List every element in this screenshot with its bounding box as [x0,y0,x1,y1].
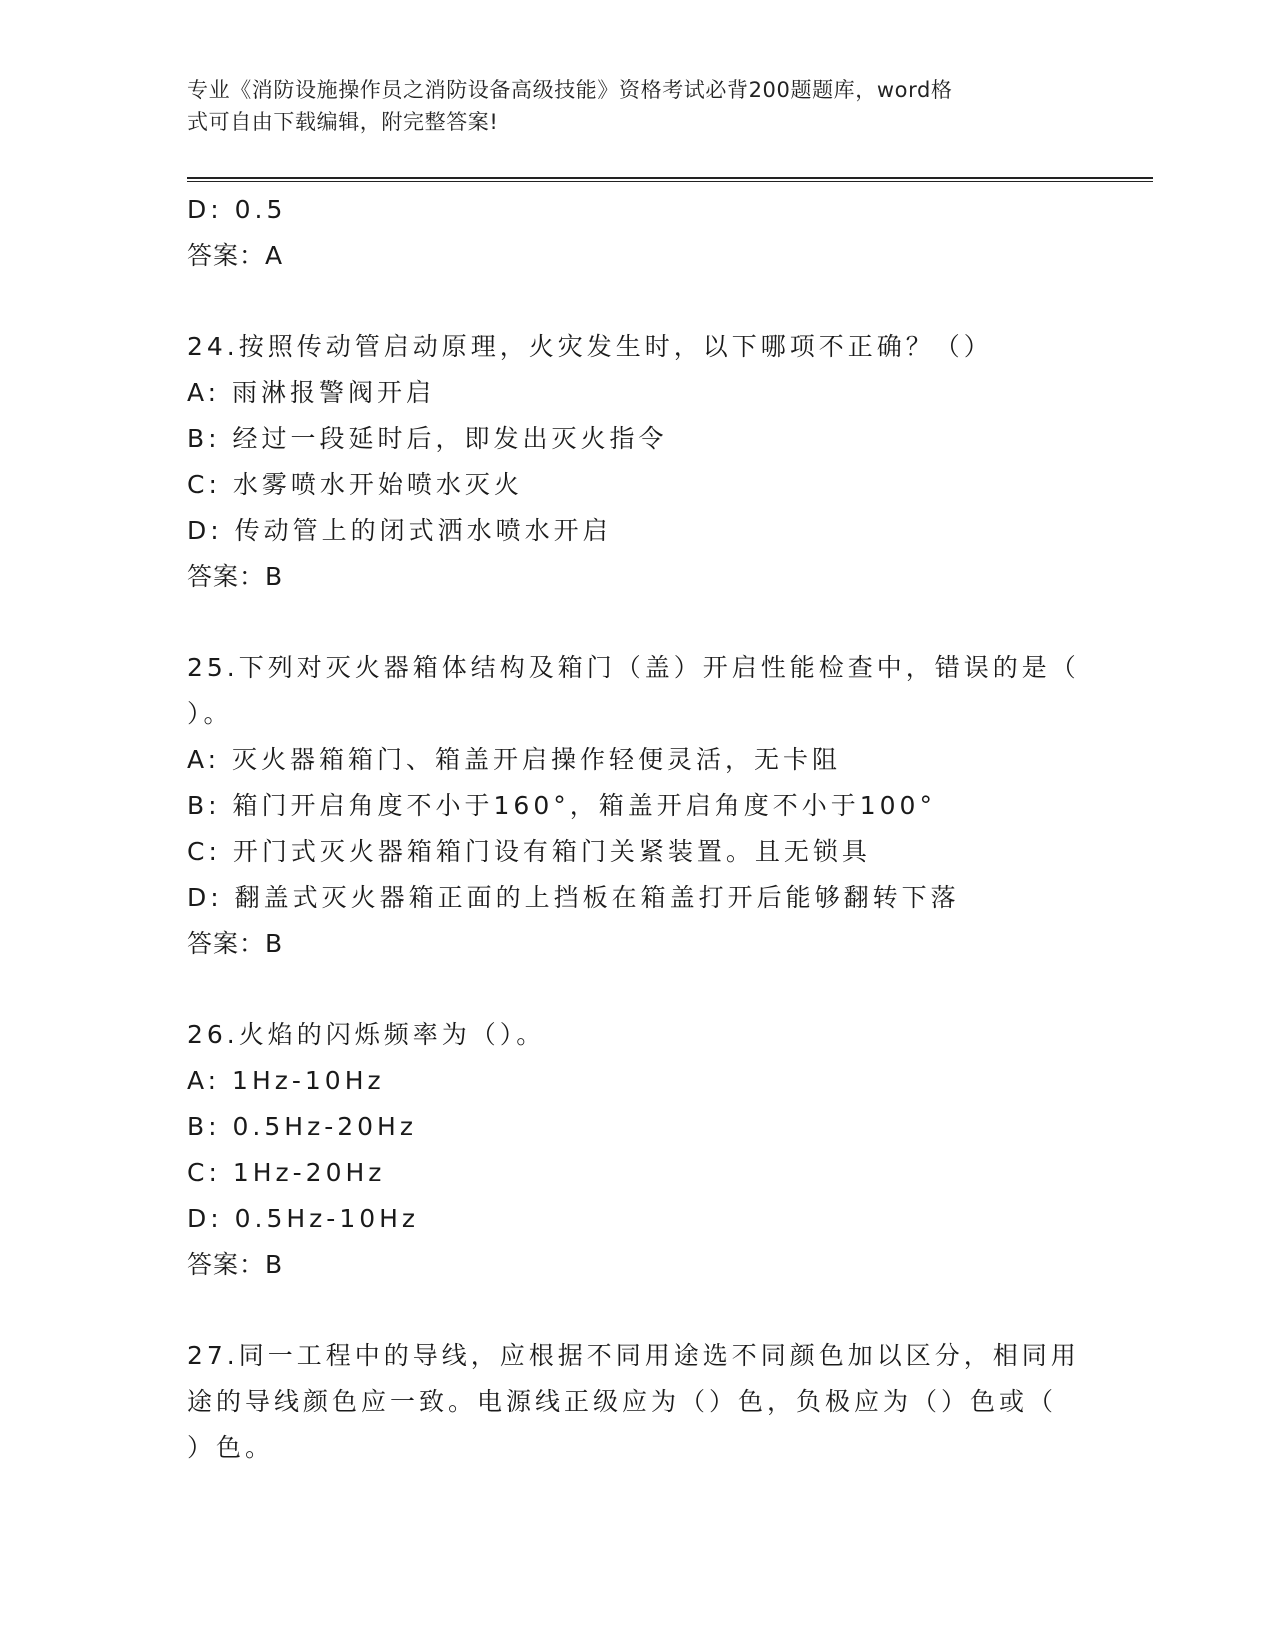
page-header [187,74,1067,138]
header-line-1: 专业《消防设施操作员之消防设备高级技能》资格考试必背200题题库，word格 [187,78,953,102]
option-d: D: 传动管上的闭式洒水喷水开启 [187,516,612,545]
option-d: D: 0.5Hz-10Hz [187,1204,420,1233]
document-body [187,187,1087,1471]
question-stem-cont: ）。 [187,699,233,728]
question-stem: 27.同一工程中的导线，应根据不同用途选不同颜色加以区分，相同用 [187,1341,1080,1370]
question-23-tail [187,187,1087,279]
answer-line: 答案：B [187,929,284,958]
option-b: B: 箱门开启角度不小于160°，箱盖开启角度不小于100° [187,791,936,820]
question-25 [187,645,1087,967]
answer-line: 答案：B [187,562,284,591]
option-b: B: 经过一段延时后，即发出灭火指令 [187,424,668,453]
option-c: C: 1Hz-20Hz [187,1158,386,1187]
answer-line: 答案：B [187,1250,284,1279]
option-a: A: 灭火器箱箱门、箱盖开启操作轻便灵活，无卡阻 [187,745,842,774]
option-a: A: 雨淋报警阀开启 [187,378,436,407]
question-27 [187,1333,1087,1471]
question-stem-cont: ）色。 [187,1433,275,1462]
option-c: C: 水雾喷水开始喷水灭火 [187,470,523,499]
option-d: D: 0.5 [187,195,287,224]
spacer [187,600,1087,645]
answer-line: 答案：A [187,241,284,270]
question-stem: 25.下列对灭火器箱体结构及箱门（盖）开启性能检查中，错误的是（ [187,653,1080,682]
spacer [187,279,1087,324]
question-26 [187,1012,1087,1288]
spacer [187,1288,1087,1333]
option-a: A: 1Hz-10Hz [187,1066,385,1095]
question-stem: 26.火焰的闪烁频率为（）。 [187,1020,546,1049]
option-b: B: 0.5Hz-20Hz [187,1112,417,1141]
option-c: C: 开门式灭火器箱箱门设有箱门关紧装置。且无锁具 [187,837,871,866]
option-d: D: 翻盖式灭火器箱正面的上挡板在箱盖打开后能够翻转下落 [187,883,960,912]
question-stem-cont: 途的导线颜色应一致。电源线正级应为（）色，负极应为（）色或（ [187,1387,1058,1416]
header-rule [187,177,1153,182]
spacer [187,967,1087,1012]
question-stem: 24.按照传动管启动原理，火灾发生时，以下哪项不正确？（） [187,332,993,361]
header-line-2: 式可自由下载编辑，附完整答案! [187,110,499,134]
question-24 [187,324,1087,600]
